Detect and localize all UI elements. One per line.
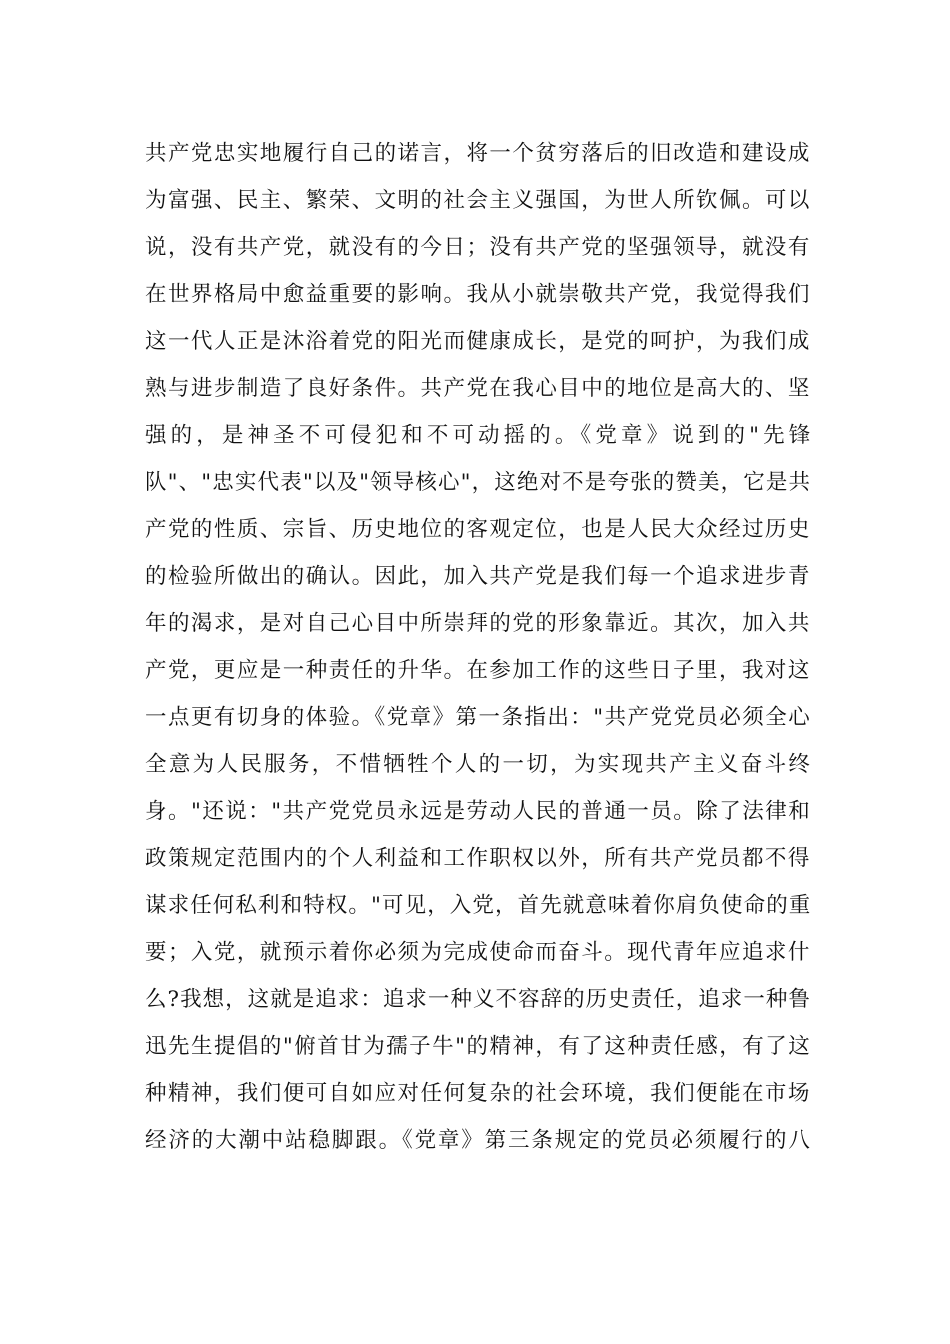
text-line: 么?我想，这就是追求：追求一种义不容辞的历史责任，追求一种鲁 bbox=[145, 987, 811, 1012]
text-line: 种精神，我们便可自如应对任何复杂的社会环境，我们便能在市场 bbox=[145, 1081, 811, 1106]
text-line: 产党，更应是一种责任的升华。在参加工作的这些日子里，我对这 bbox=[145, 658, 811, 683]
text-line: 为富强、民主、繁荣、文明的社会主义强国，为世人所钦佩。可以 bbox=[145, 188, 811, 213]
text-line: 强的，是神圣不可侵犯和不可动摇的。《党章》说到的"先锋 bbox=[145, 423, 815, 448]
text-line: 一点更有切身的体验。《党章》第一条指出："共产党党员必须全心 bbox=[145, 705, 812, 730]
text-line: 迅先生提倡的"俯首甘为孺子牛"的精神，有了这种责任感，有了这 bbox=[145, 1034, 812, 1059]
text-line: 要；入党，就预示着你必须为完成使命而奋斗。现代青年应追求什 bbox=[145, 940, 811, 965]
text-line: 经济的大潮中站稳脚跟。《党章》第三条规定的党员必须履行的八 bbox=[145, 1128, 812, 1153]
text-line: 共产党忠实地履行自己的诺言，将一个贫穷落后的旧改造和建设成 bbox=[145, 141, 811, 166]
body-text bbox=[145, 130, 815, 1164]
text-line: 身。"还说："共产党党员永远是劳动人民的普通一员。除了法律和 bbox=[145, 799, 812, 824]
text-line: 熟与进步制造了良好条件。共产党在我心目中的地位是高大的、坚 bbox=[145, 376, 811, 401]
text-line: 这一代人正是沐浴着党的阳光而健康成长，是党的呵护，为我们成 bbox=[145, 329, 811, 354]
text-line: 说，没有共产党，就没有的今日；没有共产党的坚强领导，就没有 bbox=[145, 235, 811, 260]
text-line: 全意为人民服务，不惜牺牲个人的一切，为实现共产主义奋斗终 bbox=[145, 752, 813, 777]
text-line: 年的渴求，是对自己心目中所崇拜的党的形象靠近。其次，加入共 bbox=[145, 611, 811, 636]
text-line: 在世界格局中愈益重要的影响。我从小就崇敬共产党，我觉得我们 bbox=[145, 282, 811, 307]
text-line: 政策规定范围内的个人利益和工作职权以外，所有共产党员都不得 bbox=[145, 846, 811, 871]
text-line: 谋求任何私利和特权。"可见，入党，首先就意味着你肩负使命的重 bbox=[145, 893, 812, 918]
text-line: 队"、"忠实代表"以及"领导核心"，这绝对不是夸张的赞美，它是共 bbox=[145, 470, 812, 495]
text-line: 产党的性质、宗旨、历史地位的客观定位，也是人民大众经过历史 bbox=[145, 517, 811, 542]
text-line: 的检验所做出的确认。因此，加入共产党是我们每一个追求进步青 bbox=[145, 564, 811, 589]
